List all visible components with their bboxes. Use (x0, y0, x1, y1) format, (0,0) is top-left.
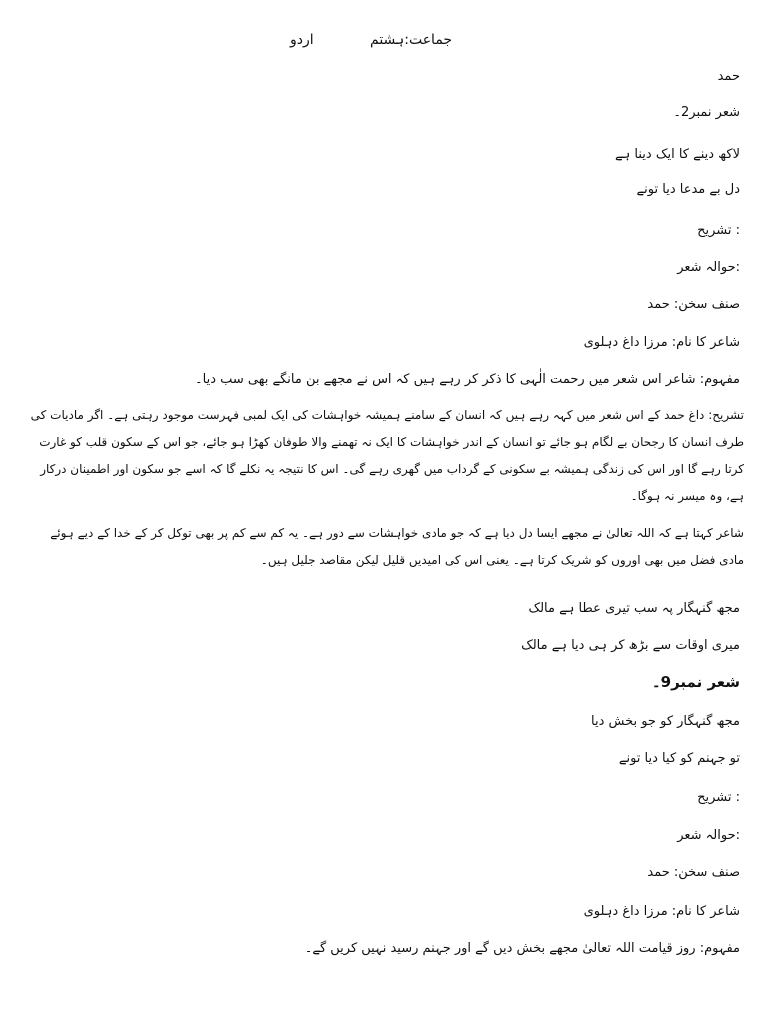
poet-name-2: شاعر کا نام: مرزا داغ دہلوی (583, 904, 740, 919)
couplet-line-2: میری اوقات سے بڑھ کر ہی دیا ہے مالک (521, 638, 740, 653)
sinf-sukhan-2: صنف سخن: حمد (647, 865, 740, 880)
mafhoom: مفہوم: شاعر اس شعر میں رحمت الٰہی کا ذکر کر رہے ہیں کہ اس نے مجھے بن مانگے بھی سب دیا۔ (195, 372, 740, 387)
tashreeh-heading: : تشریح (697, 223, 740, 238)
verse-2-line-1: مجھ گنہگار کو جو بخش دیا (591, 714, 740, 729)
couplet-line-1: مجھ گنہگار پہ سب تیری عطا ہے مالک (528, 601, 740, 616)
verse-line-1: لاکھ دینے کا ایک دینا ہے (615, 147, 740, 162)
tashreeh-paragraph-2: شاعر کہتا ہے کہ اللہ تعالیٰ نے مجھے ایسا دل دیا ہے کہ جو مادی خواہشات سے دور ہے۔ یہ کم سے کم پر بھی توکل کر کے خدا کے دیے ہوئے مادی فضل میں بھی اوروں کو شریک کرتا ہے۔ یعنی اس کی امیدیں قلیل لیکن مقاصد جلیل ہیں۔ (50, 526, 744, 567)
verse-2-line-2: تو جہنم کو کیا دیا تونے (618, 751, 740, 766)
poet-name: شاعر کا نام: مرزا داغ دہلوی (583, 335, 740, 350)
verse-line-2: دل بے مدعا دیا تونے (636, 182, 740, 197)
verse-number: شعر نمبر2۔ (673, 105, 740, 120)
mafhoom-2: مفہوم: روز قیامت اللہ تعالیٰ مجھے بخش دیں گے اور جہنم رسید نہیں کریں گے۔ (304, 941, 740, 956)
section-title: حمد (717, 69, 740, 84)
verse-number-2: شعر نمبر9۔ (651, 673, 740, 691)
tashreeh-heading-2: : تشریح (697, 790, 740, 805)
hawala-heading: :حوالہ شعر (677, 260, 740, 275)
tashreeh-paragraph-1: تشریح: داغ حمد کے اس شعر میں کہہ رہے ہیں کہ انسان کے سامنے ہمیشہ خواہشات کی ایک لمبی فہرست موجود رہتی ہے۔ اگر مادیات کی طرف انسان کا رجحان بے لگام ہو جائے تو انسان کے اندر خواہشات کا ایک نہ تھمنے والا طوفان کھڑا ہو جائے، جو اس کے سکون قلب کو غارت کرتا رہے گا اور اس کی زندگی ہمیشہ بے سکونی کے گرداب میں گھری رہے گی۔ اس کا نتیجہ یہ نکلے گا کہ اسے جو سکون اور اطمینان درکار ہے، وہ میسر نہ ہوگا۔ (30, 408, 744, 503)
hawala-heading-2: :حوالہ شعر (677, 828, 740, 843)
class-label: جماعت:ہشتم (370, 32, 453, 48)
sinf-sukhan: صنف سخن: حمد (647, 297, 740, 312)
subject-label: اردو (290, 32, 314, 48)
